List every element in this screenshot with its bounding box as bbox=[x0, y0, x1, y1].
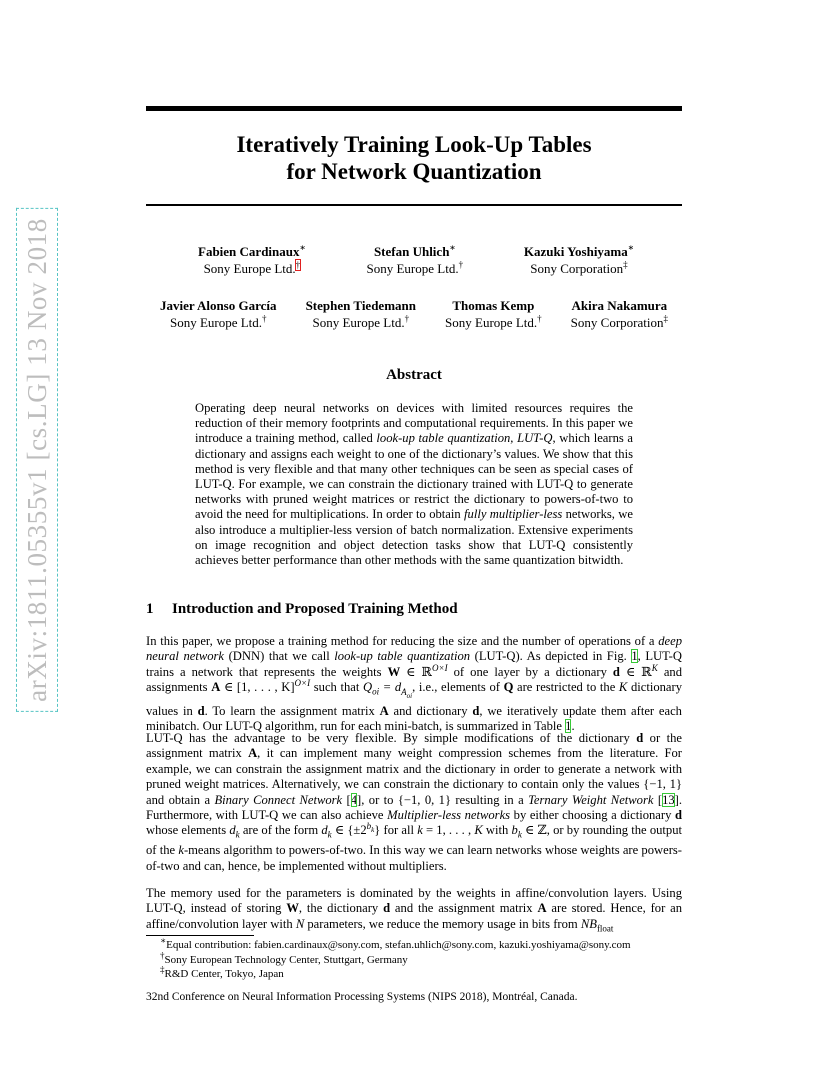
paper-title bbox=[146, 131, 682, 185]
abstract-text: , which learns a dictionary and assigns each weight to one of the dictionary’s values. We show that this method is very flexible and that many other techniques can be seen as special cases of LUT-Q. For example, we can constrain the dictionary trained with LUT-Q to generate networks with pruned weight matrices or restrict the dictionary to powers-of-two to avoid the need for multiplications. In order to obtain bbox=[195, 431, 633, 522]
footnote: ∗Equal contribution: fabien.cardinaux@sony.com, stefan.uhlich@sony.com, kazuki.yoshiyama@sony.com bbox=[160, 935, 631, 951]
footnotes bbox=[146, 935, 706, 982]
footnote: ‡R&D Center, Tokyo, Japan bbox=[160, 964, 284, 980]
abstract-emphasis: fully multiplier-less bbox=[464, 507, 563, 522]
section-heading bbox=[146, 601, 682, 618]
footnote: †Sony European Technology Center, Stuttgart, Germany bbox=[160, 949, 408, 966]
intro-paragraph-1: In this paper, we propose a training method for reducing the size and the number of operations of a deep neural network (DNN) that we call look-up table quantization (LUT-Q). As depicted in Fig. 1, LUT-Q trains a network that represents the weights W ∈ ℝ$^{O\times I}$ of one layer by a dictionary d ∈ ℝ$^K$ and assignments A ∈ [1, . . . , K]$^{O\times I}$ such that $Q_{oi} = d_{A_{oi}}$, i.e., elements of Q are restricted to the K dictionary values in d. To learn the assignment matrix A and dictionary d, we iteratively update them after each minibatch. Our LUT-Q algorithm, run for each mini-batch, is summarized in Table 1. bbox=[146, 634, 683, 734]
author-name: Akira Nakamura bbox=[571, 298, 668, 313]
section-title: Introduction and Proposed Training Method bbox=[172, 601, 458, 617]
author-affiliation: Sony Europe Ltd. bbox=[169, 315, 263, 330]
title-line-1: Iteratively Training Look-Up Tables bbox=[236, 132, 592, 157]
author-row-1 bbox=[146, 243, 682, 277]
author-name: Thomas Kemp bbox=[452, 298, 535, 313]
abstract-emphasis: look-up table quantization, LUT-Q bbox=[376, 431, 553, 446]
author-block bbox=[198, 243, 306, 277]
author-block bbox=[445, 297, 542, 331]
section-number: 1 bbox=[146, 601, 154, 617]
citation-link[interactable]: 13 bbox=[662, 792, 675, 807]
intro-paragraph-2: LUT-Q has the advantage to be very flexible. By simple modifications of the dictionary d or the assignment matrix A, it can implement many weight compression schemes from the literature. For example, we can constrain the assignment matrix and the dictionary in order to generate a network with pruned weight matrices. Alternatively, we can constrain the dictionary to contain only the values {−1, 1} and obtain a Binary Connect Network [4], or to {−1, 0, 1} resulting in a Ternary Weight Network [13]. Furthermore, with LUT-Q we can also achieve Multiplier-less networks by either choosing a dictionary d whose elements $d_k$ are of the form $d_k$ ∈ $\{\pm 2^{b_k}\}$ for all k = 1, . . . , K with $b_k$ ∈ ℤ, or by rounding the output of the k-means algorithm to powers-of-two. In this way we can learn networks whose weights are powers-of-two and can, hence, be implemented without multipliers. bbox=[146, 731, 683, 873]
author-block bbox=[571, 297, 668, 331]
author-affiliation: Sony Europe Ltd. bbox=[445, 315, 538, 330]
intro-paragraph-3: The memory used for the parameters is dominated by the weights in affine/convolution layers. Using LUT-Q, instead of storing W, the dictionary d and the assignment matrix A are stored. Hence, for an affine/convolution layer with N parameters, we reduce the memory usage in bits from $NB_{float}$ bbox=[146, 886, 682, 934]
affiliation-footnote-mark: ‡ bbox=[623, 259, 628, 270]
arxiv-identifier-stamp: arXiv:1811.05355v1 [cs.LG] 13 Nov 2018 bbox=[22, 214, 52, 706]
equal-contribution-mark: ∗ bbox=[627, 242, 634, 253]
title-bottom-rule bbox=[146, 204, 682, 206]
author-block bbox=[367, 243, 464, 277]
author-block bbox=[306, 297, 416, 331]
author-row-2 bbox=[146, 297, 682, 331]
author-name: Stefan Uhlich bbox=[373, 244, 450, 259]
affiliation-footnote-mark: ‡ bbox=[663, 313, 668, 324]
author-affiliation: Sony Corporation bbox=[570, 315, 664, 330]
author-name: Stephen Tiedemann bbox=[305, 298, 416, 313]
author-block bbox=[160, 297, 277, 331]
conference-notice: 32nd Conference on Neural Information Processing Systems (NIPS 2018), Montréal, Canada. bbox=[146, 991, 578, 1003]
author-name: Kazuki Yoshiyama bbox=[523, 244, 628, 259]
author-affiliation: Sony Europe Ltd. bbox=[312, 315, 405, 330]
affiliation-footnote-link[interactable]: † bbox=[295, 259, 301, 270]
abstract-body bbox=[195, 401, 633, 568]
citation-link[interactable]: 4 bbox=[350, 792, 358, 807]
affiliation-footnote-mark: † bbox=[404, 313, 410, 324]
table-reference-link[interactable]: 1 bbox=[565, 719, 572, 734]
author-name: Javier Alonso García bbox=[160, 298, 277, 313]
abstract-text: Operating deep neural networks on devices with limited resources requires the reduction of their memory footprints and computational requirements. In this paper we introduce a training method, called bbox=[195, 401, 633, 446]
affiliation-footnote-mark: † bbox=[262, 313, 267, 324]
author-name: Fabien Cardinaux bbox=[198, 244, 300, 259]
title-line-2: for Network Quantization bbox=[286, 159, 542, 184]
figure-reference-link[interactable]: 1 bbox=[631, 649, 638, 664]
author-affiliation: Sony Europe Ltd. bbox=[366, 261, 459, 276]
author-affiliation: Sony Corporation bbox=[530, 261, 624, 276]
equal-contribution-mark: ∗ bbox=[299, 242, 306, 253]
abstract-heading: Abstract bbox=[386, 367, 442, 383]
author-block bbox=[524, 243, 634, 277]
author-affiliation: Sony Europe Ltd. bbox=[203, 261, 296, 276]
abstract-text: networks, we also introduce a multiplier-less version of batch normalization. Extensive experiments on image recognition and object detection tasks show that LUT-Q consistently achieves better performance than other methods with the same quantization bitwidth. bbox=[195, 507, 633, 568]
affiliation-footnote-mark: † bbox=[458, 259, 464, 270]
title-top-rule bbox=[146, 106, 682, 111]
affiliation-footnote-mark: † bbox=[537, 313, 542, 324]
equal-contribution-mark: ∗ bbox=[449, 242, 456, 253]
